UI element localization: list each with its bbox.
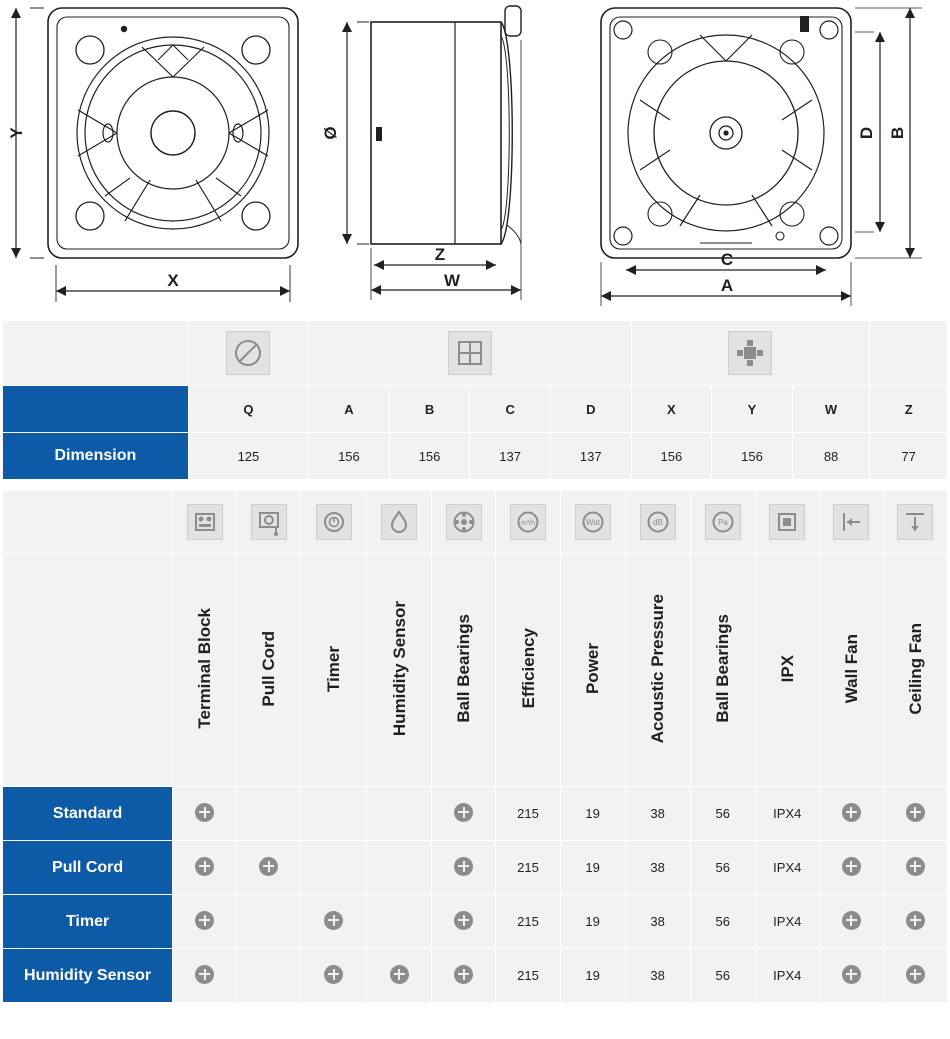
dimension-icon-spacer — [3, 321, 189, 386]
cell-standard-ceiling-fan — [883, 787, 947, 841]
cell-humidity-ipx: IPX4 — [755, 949, 819, 1003]
check-dot-icon — [454, 965, 473, 984]
feature-col-label: IPX — [777, 654, 797, 683]
feature-label-row — [3, 554, 948, 787]
pull-cord-icon — [251, 504, 287, 540]
feature-col-label: Terminal Block — [195, 608, 215, 729]
row-label-timer: Timer — [3, 895, 173, 949]
label-a: A — [720, 276, 734, 295]
cell-pullcord-efficiency: 215 — [496, 841, 560, 895]
cell-humidity-wall-fan — [819, 949, 883, 1003]
power-watt-icon-cell — [560, 491, 625, 554]
cell-standard-timer — [301, 787, 367, 841]
dimension-row-label: Dimension — [3, 433, 189, 480]
feature-icon-row — [3, 491, 948, 554]
ceiling-fan-icon-cell — [883, 491, 947, 554]
label-w: W — [443, 271, 461, 290]
frame-icon — [448, 331, 492, 375]
dimension-value-y: 156 — [712, 433, 793, 480]
pull-cord-icon-cell — [237, 491, 301, 554]
cell-timer-terminal-block — [173, 895, 237, 949]
cell-pullcord-ball-bearings-2: 56 — [690, 841, 755, 895]
cell-timer-power: 19 — [560, 895, 625, 949]
cell-pullcord-pull-cord — [237, 841, 301, 895]
technical-drawings — [0, 0, 950, 320]
feature-col-label: Ball Bearings — [713, 614, 733, 723]
cell-standard-wall-fan — [819, 787, 883, 841]
cell-humidity-pull-cord — [237, 949, 301, 1003]
label-d: D — [857, 126, 876, 140]
dimension-header-z: Z — [870, 386, 948, 433]
feature-col-timer — [301, 554, 367, 787]
cell-humidity-timer — [301, 949, 367, 1003]
cell-pullcord-power: 19 — [560, 841, 625, 895]
cell-pullcord-wall-fan — [819, 841, 883, 895]
terminal-block-icon — [187, 504, 223, 540]
check-dot-icon — [906, 965, 925, 984]
feature-col-pull-cord — [237, 554, 301, 787]
cell-humidity-ceiling-fan — [883, 949, 947, 1003]
cell-pullcord-timer — [301, 841, 367, 895]
svg-text:Pa: Pa — [717, 518, 728, 527]
check-dot-icon — [390, 965, 409, 984]
wall-fan-icon-cell — [819, 491, 883, 554]
cell-timer-ceiling-fan — [883, 895, 947, 949]
check-dot-icon — [259, 857, 278, 876]
feature-col-label: Acoustic Pressure — [648, 593, 668, 744]
ball-bearings-icon — [446, 504, 482, 540]
mount-icon — [728, 331, 772, 375]
cell-standard-pull-cord — [237, 787, 301, 841]
label-c: C — [720, 250, 734, 269]
cell-standard-ball-bearings — [432, 787, 496, 841]
pressure-pa-icon-cell — [690, 491, 755, 554]
cell-humidity-humidity-sensor — [367, 949, 432, 1003]
check-dot-icon — [842, 857, 861, 876]
cell-humidity-ball-bearings-2: 56 — [690, 949, 755, 1003]
feature-col-ball-bearings-1 — [432, 554, 496, 787]
cell-standard-humidity-sensor — [367, 787, 432, 841]
cell-pullcord-ball-bearings — [432, 841, 496, 895]
svg-text:dB: dB — [652, 518, 663, 527]
feature-col-label: Ceiling Fan — [905, 622, 925, 715]
cell-standard-ball-bearings-2: 56 — [690, 787, 755, 841]
feature-col-ball-bearings-2 — [690, 554, 755, 787]
cell-pullcord-terminal-block — [173, 841, 237, 895]
dimension-value-c: 137 — [470, 433, 551, 480]
cell-timer-pull-cord — [237, 895, 301, 949]
cell-humidity-power: 19 — [560, 949, 625, 1003]
label-y: Y — [7, 127, 26, 139]
check-dot-icon — [842, 965, 861, 984]
check-dot-icon — [906, 911, 925, 930]
feature-col-wall-fan — [819, 554, 883, 787]
dimension-header-q: Q — [188, 386, 308, 433]
dimension-header-a: A — [309, 386, 390, 433]
acoustic-db-icon — [640, 504, 676, 540]
humidity-sensor-icon — [381, 504, 417, 540]
label-b: B — [888, 126, 907, 140]
feature-col-label: Wall Fan — [841, 633, 861, 704]
check-dot-icon — [454, 911, 473, 930]
check-dot-icon — [324, 911, 343, 930]
ipx-icon — [769, 504, 805, 540]
check-dot-icon — [906, 803, 925, 822]
check-dot-icon — [195, 911, 214, 930]
cell-standard-ipx: IPX4 — [755, 787, 819, 841]
dimension-header-c: C — [470, 386, 551, 433]
cell-standard-terminal-block — [173, 787, 237, 841]
feature-table — [2, 490, 948, 1003]
check-dot-icon — [454, 857, 473, 876]
dimension-table — [2, 320, 948, 480]
check-dot-icon — [454, 803, 473, 822]
table-row — [3, 787, 948, 841]
dimension-icon-row — [3, 321, 948, 386]
feature-col-acoustic-pressure — [625, 554, 690, 787]
row-label-standard: Standard — [3, 787, 173, 841]
feature-col-label: Humidity Sensor — [389, 600, 409, 737]
check-dot-icon — [195, 803, 214, 822]
feature-label-spacer — [3, 554, 173, 787]
dimension-header-row — [3, 386, 948, 433]
table-row — [3, 841, 948, 895]
cell-timer-acoustic: 38 — [625, 895, 690, 949]
table-divider — [0, 480, 950, 490]
label-diameter: Ø — [321, 126, 340, 140]
cell-standard-efficiency: 215 — [496, 787, 560, 841]
cell-humidity-efficiency: 215 — [496, 949, 560, 1003]
dimension-value-b: 156 — [389, 433, 470, 480]
dimension-value-a: 156 — [309, 433, 390, 480]
drawing-svg — [0, 0, 950, 320]
timer-icon-cell — [301, 491, 367, 554]
cell-pullcord-ipx: IPX4 — [755, 841, 819, 895]
label-x: X — [167, 271, 179, 290]
airflow-m3h-icon — [510, 504, 546, 540]
diameter-icon-cell — [188, 321, 308, 386]
feature-icon-spacer — [3, 491, 173, 554]
cell-timer-ball-bearings-2: 56 — [690, 895, 755, 949]
check-dot-icon — [842, 911, 861, 930]
terminal-block-icon-cell — [173, 491, 237, 554]
dimension-value-q: 125 — [188, 433, 308, 480]
dimension-header-y: Y — [712, 386, 793, 433]
cell-timer-efficiency: 215 — [496, 895, 560, 949]
pressure-pa-icon — [705, 504, 741, 540]
dimension-header-d: D — [550, 386, 631, 433]
feature-col-terminal-block — [173, 554, 237, 787]
check-dot-icon — [842, 803, 861, 822]
cell-pullcord-acoustic: 38 — [625, 841, 690, 895]
dimension-header-blank — [3, 386, 189, 433]
feature-col-ceiling-fan — [883, 554, 947, 787]
feature-col-humidity-sensor — [367, 554, 432, 787]
feature-col-label: Ball Bearings — [454, 614, 474, 723]
label-z: Z — [434, 245, 446, 264]
feature-col-label: Pull Cord — [259, 630, 279, 707]
dimension-value-d: 137 — [550, 433, 631, 480]
timer-icon — [316, 504, 352, 540]
check-dot-icon — [906, 857, 925, 876]
frame-icon-cell — [309, 321, 631, 386]
dimension-value-x: 156 — [631, 433, 712, 480]
ceiling-fan-icon — [897, 504, 933, 540]
check-dot-icon — [195, 965, 214, 984]
diameter-icon — [226, 331, 270, 375]
dimension-header-b: B — [389, 386, 470, 433]
cell-standard-acoustic: 38 — [625, 787, 690, 841]
dimension-value-w: 88 — [792, 433, 870, 480]
power-watt-icon — [575, 504, 611, 540]
row-label-pull-cord: Pull Cord — [3, 841, 173, 895]
acoustic-db-icon-cell — [625, 491, 690, 554]
cell-humidity-acoustic: 38 — [625, 949, 690, 1003]
feature-col-efficiency — [496, 554, 560, 787]
dimension-icon-trailing — [870, 321, 948, 386]
airflow-m3h-icon-cell — [496, 491, 560, 554]
svg-text:m³/h: m³/h — [521, 520, 536, 527]
cell-timer-timer — [301, 895, 367, 949]
feature-col-label: Power — [583, 642, 603, 695]
svg-text:Wat: Wat — [585, 518, 600, 527]
feature-col-label: Efficiency — [518, 628, 538, 709]
check-dot-icon — [195, 857, 214, 876]
cell-pullcord-humidity-sensor — [367, 841, 432, 895]
ipx-icon-cell — [755, 491, 819, 554]
cell-timer-ball-bearings — [432, 895, 496, 949]
humidity-sensor-icon-cell — [367, 491, 432, 554]
dimension-header-x: X — [631, 386, 712, 433]
dimension-header-w: W — [792, 386, 870, 433]
ball-bearings-icon-cell — [432, 491, 496, 554]
cell-pullcord-ceiling-fan — [883, 841, 947, 895]
cell-timer-humidity-sensor — [367, 895, 432, 949]
wall-fan-icon — [833, 504, 869, 540]
mount-icon-cell — [631, 321, 870, 386]
cell-timer-ipx: IPX4 — [755, 895, 819, 949]
cell-timer-wall-fan — [819, 895, 883, 949]
dimension-value-row — [3, 433, 948, 480]
cell-humidity-ball-bearings — [432, 949, 496, 1003]
table-row — [3, 949, 948, 1003]
feature-col-label: Timer — [324, 645, 344, 692]
check-dot-icon — [324, 965, 343, 984]
feature-col-ipx — [755, 554, 819, 787]
cell-humidity-terminal-block — [173, 949, 237, 1003]
table-row — [3, 895, 948, 949]
row-label-humidity-sensor: Humidity Sensor — [3, 949, 173, 1003]
cell-standard-power: 19 — [560, 787, 625, 841]
feature-col-power — [560, 554, 625, 787]
dimension-value-z: 77 — [870, 433, 948, 480]
